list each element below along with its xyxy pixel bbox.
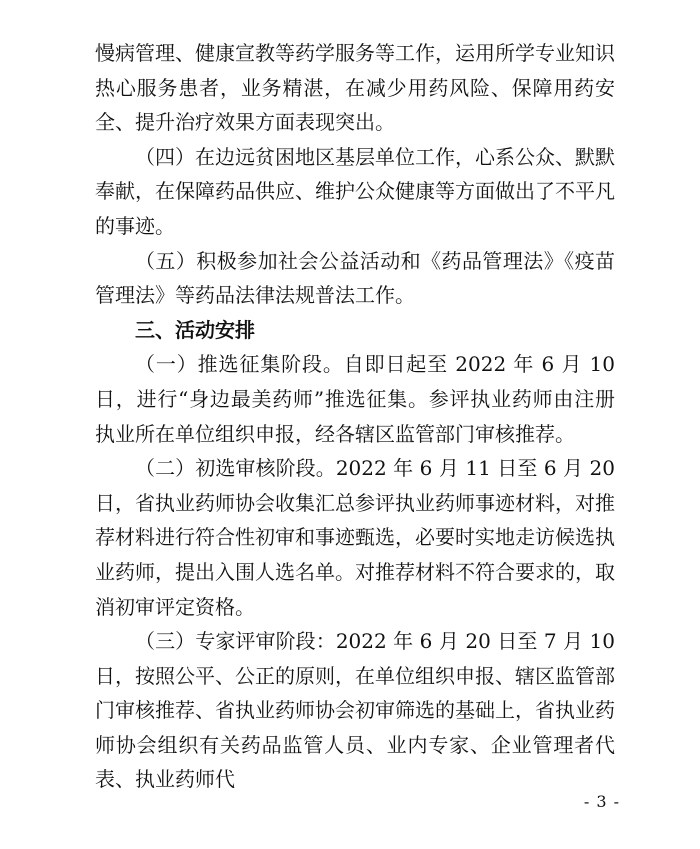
paragraph-continuation: 慢病管理、健康宣教等药学服务等工作，运用所学专业知识热心服务患者，业务精湛，在减少用药风险、保障用药安全、提升治疗效果方面表现突出。 xyxy=(95,41,615,135)
paragraph-stage-three: （三）专家评审阶段：2022 年 6 月 20 日至 7 月 10 日，按照公平、公正的原则，在单位组织申报、辖区监管部门审核推荐、省执业药师协会初审筛选的基础上，省执业药师协会组织有关药品监管人员、业内专家、企业管理者代表、执业药师代 xyxy=(95,629,615,792)
paragraph-stage-one: （一）推选征集阶段。自即日起至 2022 年 6 月 10 日，进行“身边最美药师”推选征集。参评执业药师由注册执业所在单位组织申报，经各辖区监管部门审核推荐。 xyxy=(95,352,615,446)
document-body xyxy=(95,36,615,797)
paragraph-item-four: （四）在边远贫困地区基层单位工作，心系公众、默默奉献，在保障药品供应、维护公众健康等方面做出了不平凡的事迹。 xyxy=(95,144,615,238)
section-heading-activity-arrangement: 三、活动安排 xyxy=(135,317,255,342)
paragraph-stage-two: （二）初选审核阶段。2022 年 6 月 11 日至 6 月 20 日，省执业药师协会收集汇总参评执业药师事迹材料，对推荐材料进行符合性初审和事迹甄选，必要时实地走访候选执业药师，提出入围人选名单。对推荐材料不符合要求的，取消初审评定资格。 xyxy=(95,456,615,619)
page-number: - 3 - xyxy=(583,792,620,811)
paragraph-item-five: （五）积极参加社会公益活动和《药品管理法》《疫苗管理法》等药品法律法规普法工作。 xyxy=(95,248,615,308)
